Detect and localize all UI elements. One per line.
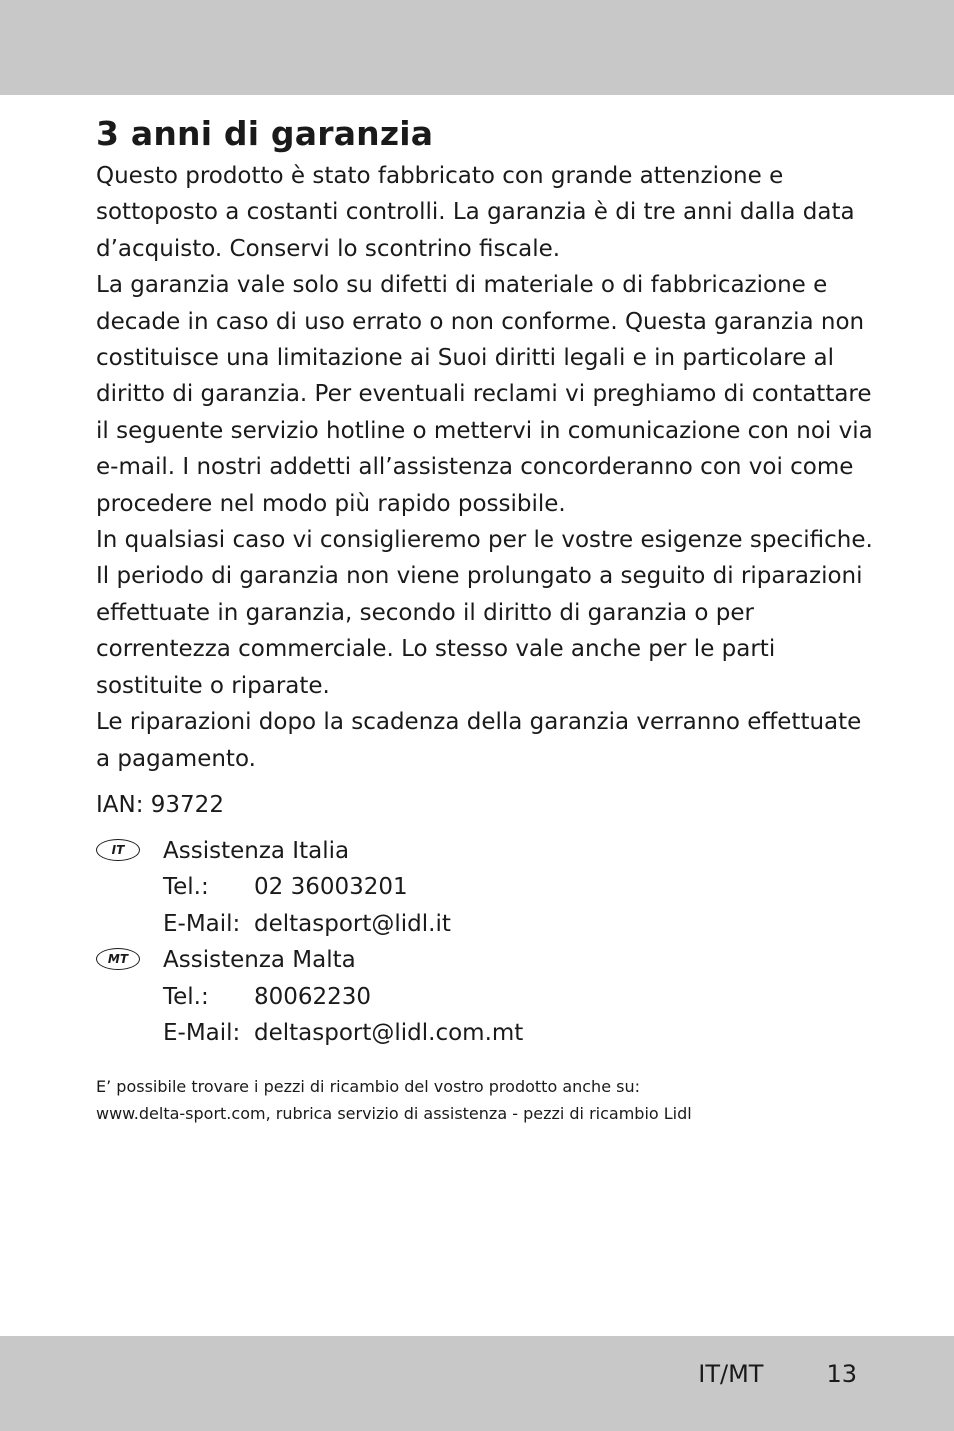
contact-tel-row [163,869,876,905]
contact-email-row [163,906,876,942]
paragraph: La garanzia vale solo su difetti di materiale o di fabbricazione e decade in caso di uso errato o non conforme. Questa garanzia non costituisce una limitazione ai Suoi diritti legali e in particolare al diritto di garanzia. Per eventuali reclami vi preghiamo di contattare il seguente servizio hotline o mettervi in comunicazione con noi via e-mail. I nostri addetti all’assistenza concorderanno con voi come procedere nel modo più rapido possibile. [96,272,873,517]
paragraph: In qualsiasi caso vi consiglieremo per le vostre esigenze specifiche. Il periodo di garanzia non viene prolungato a seguito di riparazioni effettuate in garanzia, secondo il diritto di garanzia o per correntezza commerciale. Lo stesso vale anche per le parti sostituite o riparate. [96,527,873,699]
tel-label: Tel.: [163,983,209,1010]
warranty-text [96,158,876,777]
page-footer [698,1356,857,1392]
country-it-icon: IT [96,839,140,861]
contact-list [96,833,876,1051]
paragraph: Le riparazioni dopo la scadenza della garanzia verranno effettuate a pagamento. [96,709,862,772]
contact-email-row [163,1015,876,1051]
contact-tel-row [163,979,876,1015]
tel-number: 02 36003201 [254,874,408,901]
email-address: deltasport@lidl.it [254,910,451,937]
paragraph: Questo prodotto è stato fabbricato con grande attenzione e sottoposto a costanti controlli. La garanzia è di tre anni dalla data d’acquisto. Conservi lo scontrino fiscale. [96,163,855,262]
contact-malta [96,942,876,1051]
top-band [0,0,954,95]
language-code: IT/MT [698,1360,764,1388]
ian-number: IAN: 93722 [96,791,224,818]
email-label: E-Mail: [163,910,241,937]
country-mt-icon: MT [96,948,140,970]
footnote-line: E’ possibile trovare i pezzi di ricambio del vostro prodotto anche su: [96,1077,640,1097]
tel-label: Tel.: [163,874,209,901]
contact-name: Assistenza Malta [163,947,356,974]
footnote-line: www.delta-sport.com, rubrica servizio di assistenza - pezzi di ricambio Lidl [96,1104,692,1124]
email-label: E-Mail: [163,1019,241,1046]
page-title: 3 anni di garanzia [96,114,434,153]
page-content [96,112,876,1127]
spare-parts-note [96,1073,876,1127]
contact-name: Assistenza Italia [163,837,350,864]
email-address: deltasport@lidl.com.mt [254,1019,524,1046]
contact-italy [96,833,876,942]
tel-number: 80062230 [254,983,372,1010]
page-number: 13 [826,1360,857,1388]
